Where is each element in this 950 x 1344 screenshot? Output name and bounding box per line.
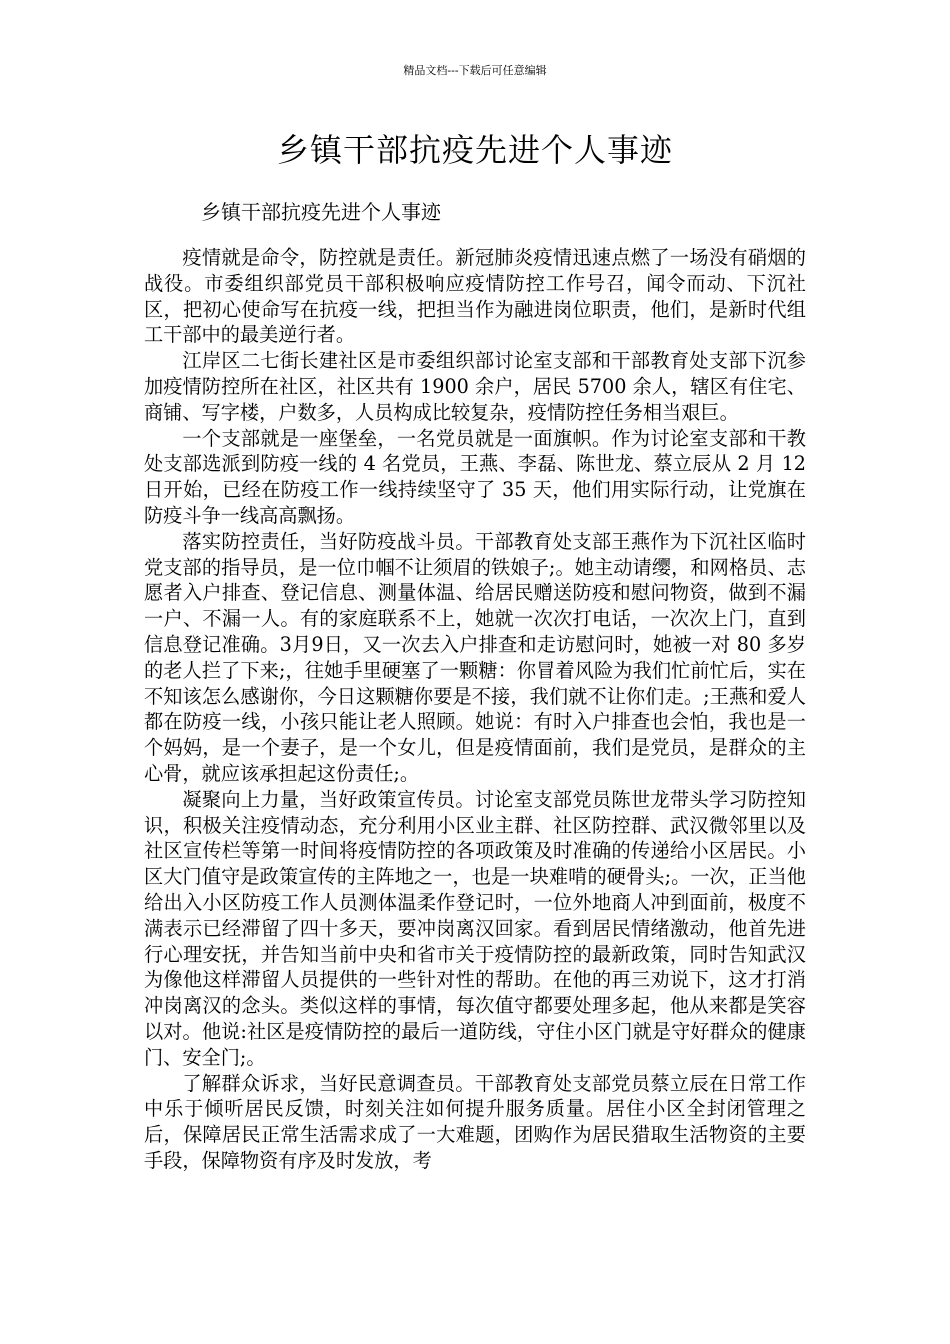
paragraph: 落实防控责任，当好防疫战斗员。干部教育处支部王燕作为下沉社区临时党支部的指导员，是一位巾帼不让须眉的铁娘子;。她主动请缨，和网格员、志愿者入户排查、登记信息、测量体温、给居民赠送防疫和慰问物资，做到不漏一户、不漏一人。有的家庭联系不上，她就一次次打电话，一次次上门，直到信息登记准确。3月9日，又一次去入户排查和走访慰问时，她被一对 80 多岁的老人拦了下来;，往她手里硬塞了一颗糖：你冒着风险为我们忙前忙后，实在不知该怎么感谢你，今日这颗糖你要是不接，我们就不让你们走。;王燕和爱人都在防疫一线，小孩只能让老人照顾。她说：有时入户排查也会怕，我也是一个妈妈，是一个妻子，是一个女儿，但是疫情面前，我们是党员，是群众的主心骨，就应该承担起这份责任;。 xyxy=(144,529,806,785)
document-body xyxy=(144,245,806,1174)
document-subtitle: 乡镇干部抗疫先进个人事迹 xyxy=(201,200,441,224)
paragraph: 凝聚向上力量，当好政策宣传员。讨论室支部党员陈世龙带头学习防控知识，积极关注疫情动态，充分利用小区业主群、社区防控群、武汉微邻里以及社区宣传栏等第一时间将疫情防控的各项政策及时准确的传递给小区居民。小区大门值守是政策宣传的主阵地之一，也是一块难啃的硬骨头;。一次，正当他给出入小区防疫工作人员测体温柔作登记时，一位外地商人冲到面前，极度不满表示已经滞留了四十多天，要冲岗离汉回家。看到居民情绪激动，他首先进行心理安抚，并告知当前中央和省市关于疫情防控的最新政策，同时告知武汉为像他这样滞留人员提供的一些针对性的帮助。在他的再三劝说下，这才打消冲岗离汉的念头。类似这样的事情，每次值守都要处理多起，他从来都是笑容以对。他说:社区是疫情防控的最后一道防线，守住小区门就是守好群众的健康门、安全门;。 xyxy=(144,787,806,1069)
document-title: 乡镇干部抗疫先进个人事迹 xyxy=(276,131,673,169)
paragraph: 江岸区二七街长建社区是市委组织部讨论室支部和干部教育处支部下沉参加疫情防控所在社区，社区共有 1900 余户，居民 5700 余人，辖区有住宅、商铺、写字楼，户数多，人员构成比较复杂，疫情防控任务相当艰巨。 xyxy=(144,349,806,424)
header-note: 精品文档---下载后可任意编辑 xyxy=(403,64,547,77)
paragraph: 疫情就是命令，防控就是责任。新冠肺炎疫情迅速点燃了一场没有硝烟的战役。市委组织部党员干部积极响应疫情防控工作号召，闻令而动、下沉社区，把初心使命写在抗疫一线，把担当作为融进岗位职责，他们，是新时代组工干部中的最美逆行者。 xyxy=(144,246,806,347)
paragraph: 了解群众诉求，当好民意调查员。干部教育处支部党员蔡立辰在日常工作中乐于倾听居民反馈，时刻关注如何提升服务质量。居住小区全封闭管理之后，保障居民正常生活需求成了一大难题，团购作为居民猎取生活物资的主要手段，保障物资有序及时发放，考 xyxy=(144,1071,806,1172)
paragraph: 一个支部就是一座堡垒，一名党员就是一面旗帜。作为讨论室支部和干教处支部选派到防疫一线的 4 名党员，王燕、李磊、陈世龙、蔡立辰从 2 月 12 日开始，已经在防疫工作一线持续坚守了 35 天，他们用实际行动，让党旗在防疫斗争一线高高飘扬。 xyxy=(144,426,806,527)
